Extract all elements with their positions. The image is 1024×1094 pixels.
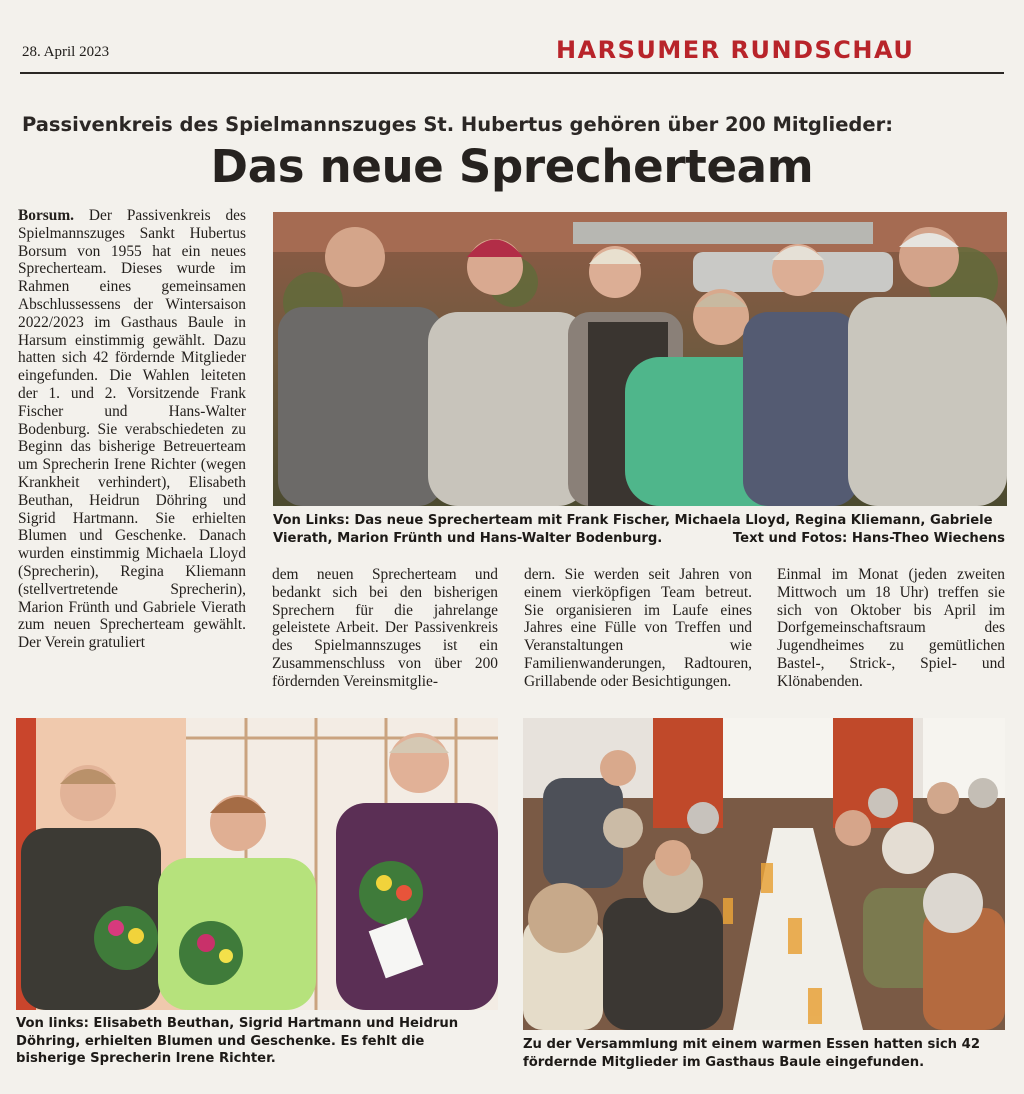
header-rule bbox=[20, 72, 1004, 74]
caption-farewell-team: Von links: Elisabeth Beuthan, Sigrid Hartmann und Heidrun Döhring, erhielten Blumen und Geschenke. Es fehlt die bisherige Sprecherin Irene Richter. bbox=[16, 1016, 459, 1066]
article-headline: Das neue Sprecherteam bbox=[210, 140, 814, 193]
article-dateline: Borsum. bbox=[18, 207, 75, 224]
issue-date: 28. April 2023 bbox=[22, 44, 110, 60]
caption-new-speaker-team bbox=[273, 512, 1005, 547]
photo-new-speaker-team bbox=[273, 212, 1007, 506]
photo-credit: Text und Fotos: Hans-Theo Wiechens bbox=[732, 530, 1005, 546]
photo-farewell-team bbox=[16, 718, 498, 1010]
photo-members-dinner bbox=[523, 718, 1005, 1030]
article-column-1-text: Der Passivenkreis des Spielmannszuges Sankt Hubertus Borsum von 1955 hat ein neues Sprecherteam. Dieses wurde im Rahmen eines gemeinsamen Abschlussessens der Wintersaison 2022/2023 im Gasthaus Baule in Harsum einstimmig gewählt. Dazu hatten sich 42 fördernde Mitglieder eingefunden. Die Wahlen leiteten der 1. und 2. Vorsitzende Frank Fischer und Hans-Walter Bodenburg. Sie verabschiedeten zu Beginn das bisherige Betreuerteam um Sprecherin Irene Richter (wegen Krankheit verhindert), Elisabeth Beuthan, Heidrun Döhring und Sigrid Hartmann. Sie erhielten Blumen und Geschenke. Danach wurden einstimmig Michaela Lloyd (Sprecherin), Regina Kliemann (stellvertretende Sprecherin), Marion Frünth und Gabriele Vierath zum neuen Sprecherteam gewählt. Der Verein gratuliert bbox=[18, 207, 246, 652]
article-column-2: dem neuen Sprecherteam und bedankt sich bei den bisherigen Sprechern für die jahrelange geleistete Arbeit. Der Passivenkreis des Spielmannszuges ist ein Zusammenschluss von über 200 fördernden Vereinsmitglie- bbox=[272, 566, 498, 690]
article-column-4: Einmal im Monat (jeden zweiten Mittwoch um 18 Uhr) treffen sie sich von Oktober bis April im Dorfgemeinschaftsraum des Jugendheimes zu gemütlichen Bastel-, Strick-, Spiel- und Klönabenden. bbox=[777, 566, 1005, 690]
article-column-3: dern. Sie werden seit Jahren von einem vierköpfigen Team betreut. Sie organisieren im Laufe eines Jahres eine Fülle von Treffen und Veranstaltungen wie Familienwanderungen, Radtouren, Grillabende oder Besichtigungen. bbox=[524, 566, 752, 690]
newspaper-masthead: HARSUMER RUNDSCHAU bbox=[556, 36, 915, 64]
article-column-1 bbox=[18, 207, 246, 652]
caption-members-dinner: Zu der Versammlung mit einem warmen Essen hatten sich 42 fördernde Mitglieder im Gasthaus Baule eingefunden. bbox=[523, 1037, 981, 1070]
caption-new-speaker-team-text: Von Links: Das neue Sprecherteam mit Frank Fischer, Michaela Lloyd, Regina Kliemann, Gabriele Vierath, Marion Frünth und Hans-Walter Bodenburg. bbox=[273, 513, 993, 546]
article-kicker: Passivenkreis des Spielmannszuges St. Hubertus gehören über 200 Mitglieder: bbox=[22, 113, 894, 136]
